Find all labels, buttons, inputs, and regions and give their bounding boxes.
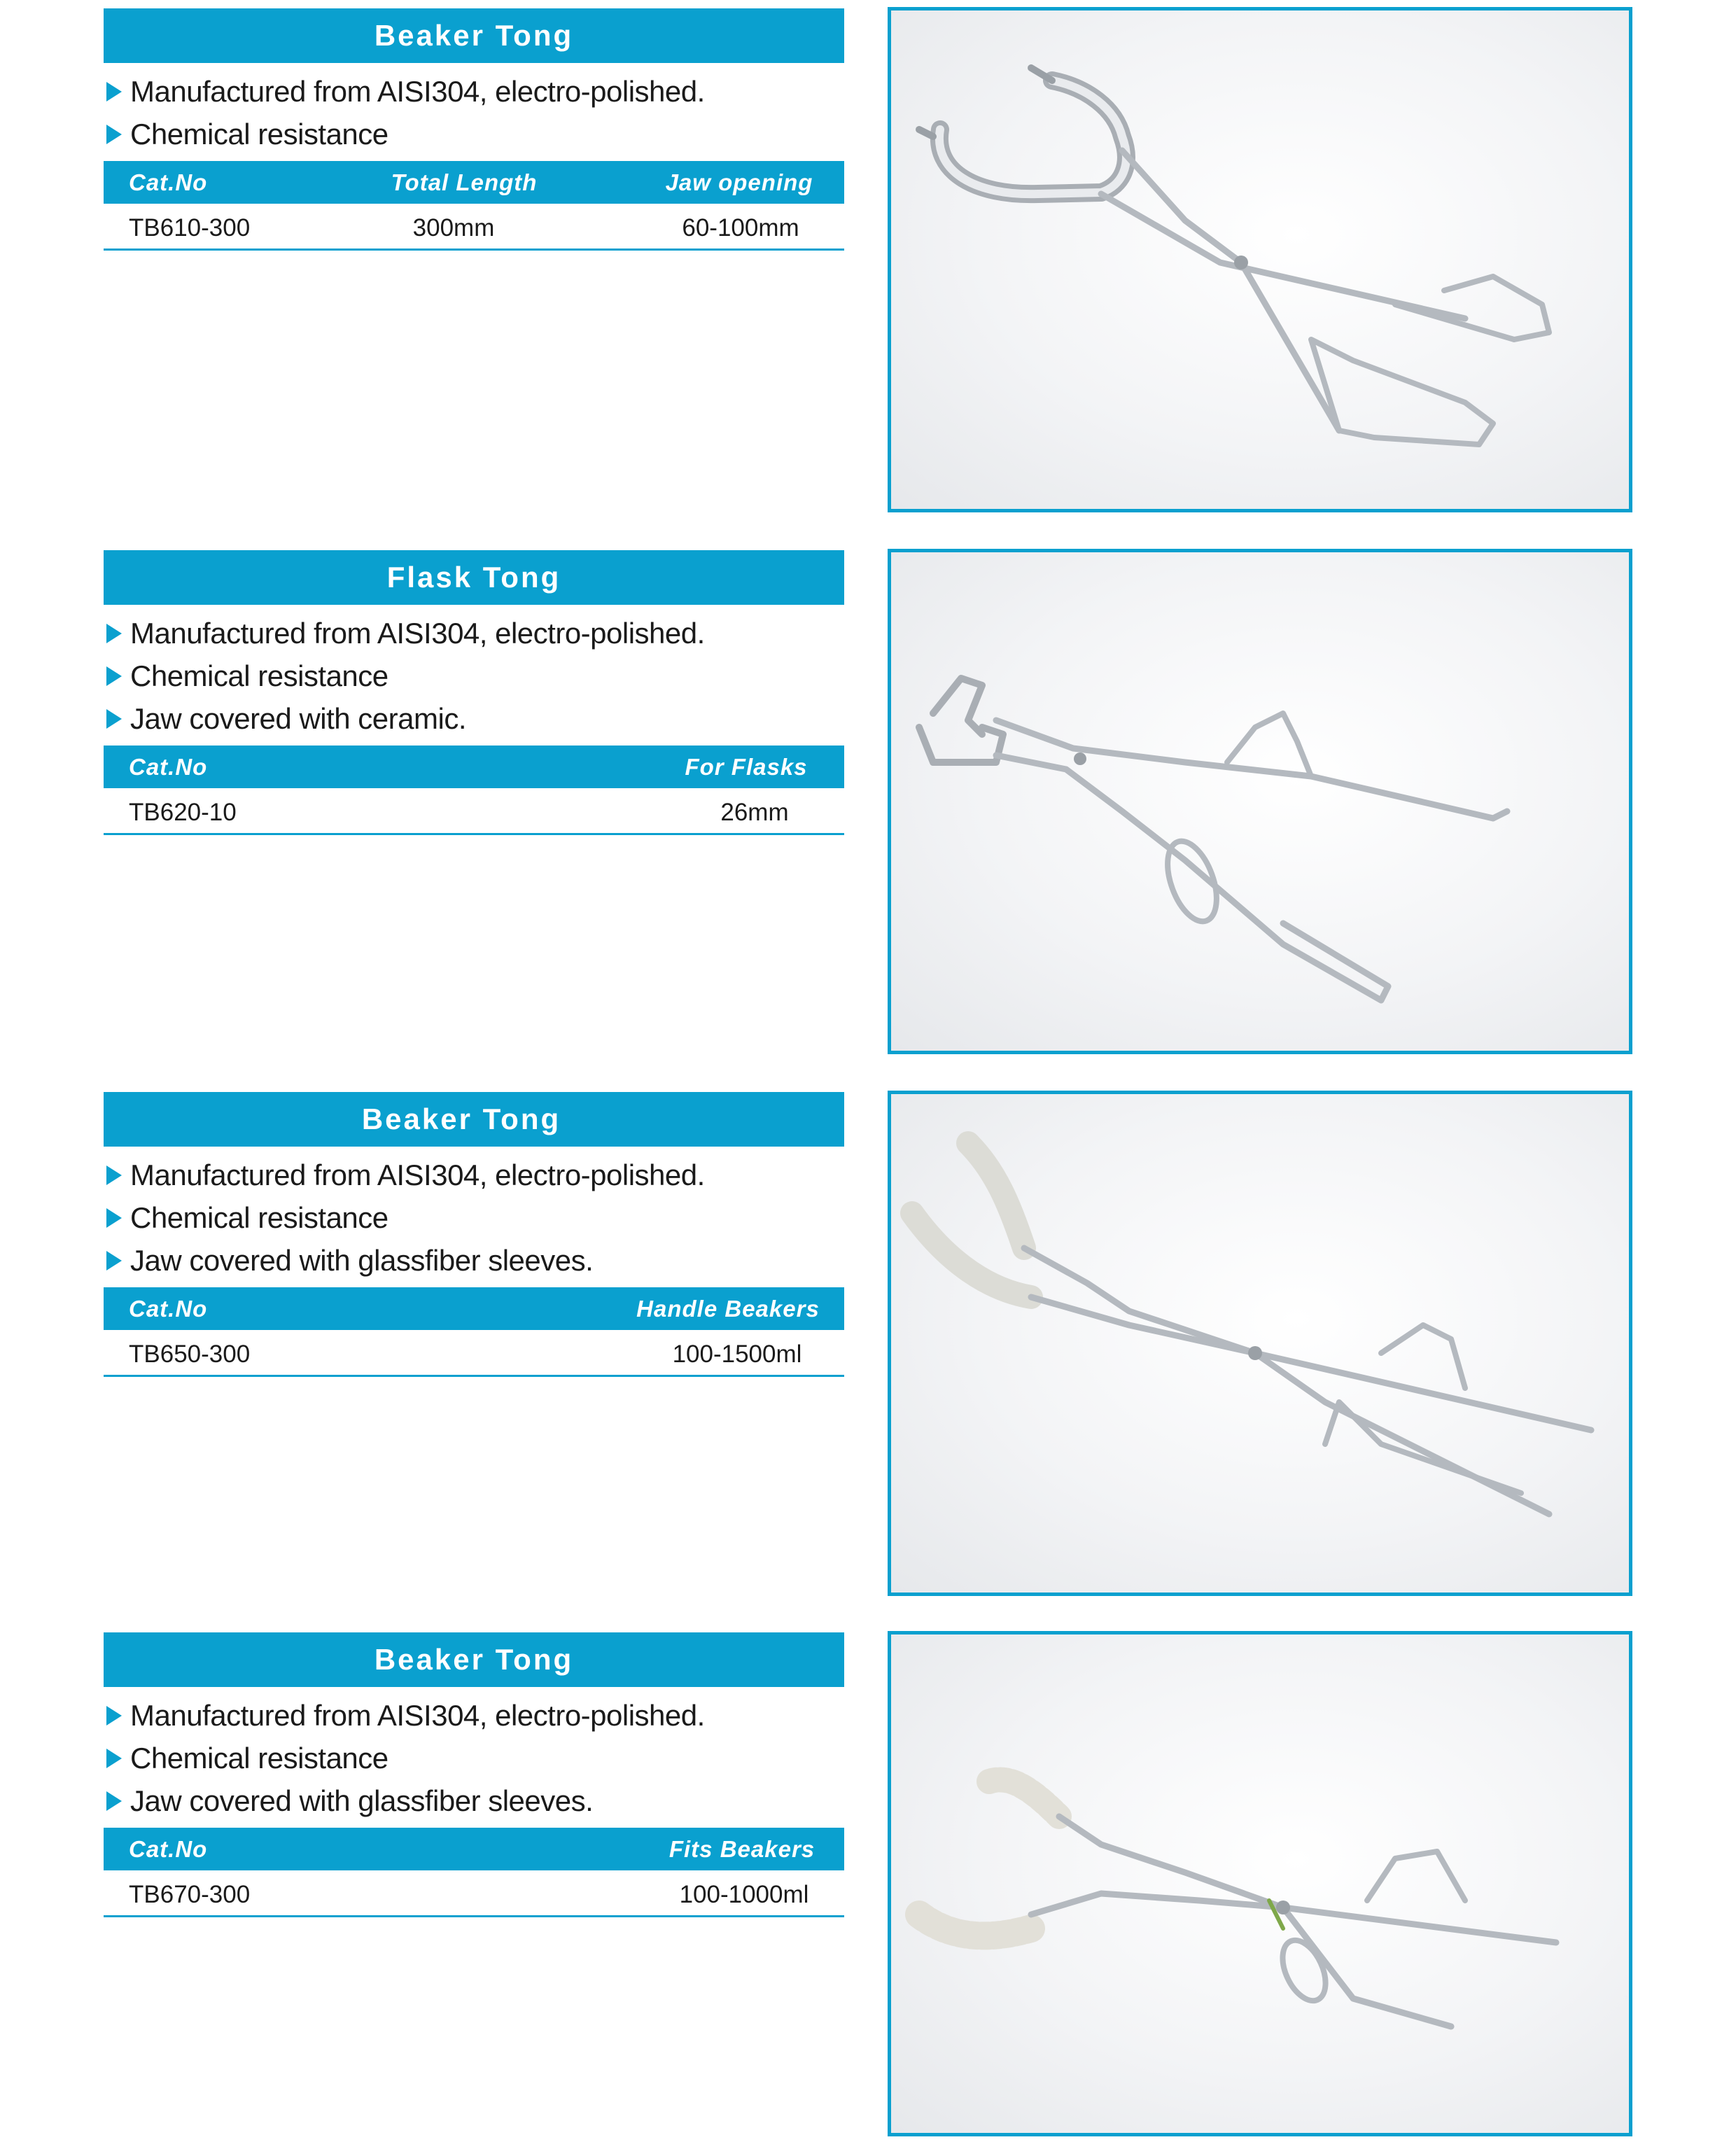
product-title: Beaker Tong bbox=[361, 1102, 561, 1135]
product-info-4 bbox=[104, 1632, 844, 1917]
feature-text: Manufactured from AISI304, electro-polished. bbox=[130, 616, 705, 650]
bullet-triangle-icon bbox=[106, 82, 122, 102]
product-title: Flask Tong bbox=[386, 561, 561, 594]
bullet-triangle-icon bbox=[106, 1166, 122, 1185]
feature-item bbox=[104, 70, 844, 113]
cell-cat-no: TB650-300 bbox=[129, 1340, 251, 1368]
beaker-tong-sleeved-illustration bbox=[891, 1094, 1629, 1592]
spec-table-header bbox=[104, 1287, 844, 1330]
spec-table-row bbox=[104, 1330, 844, 1377]
bullet-triangle-icon bbox=[106, 1208, 122, 1228]
product-photo-3 bbox=[888, 1091, 1632, 1596]
column-header-fits-beakers: Fits Beakers bbox=[668, 1836, 816, 1862]
bullet-triangle-icon bbox=[106, 666, 122, 686]
spec-table-row bbox=[104, 204, 844, 251]
product-photo-1 bbox=[888, 7, 1632, 512]
bullet-triangle-icon bbox=[106, 1791, 122, 1811]
cell-fits-beakers: 100-1000ml bbox=[679, 1881, 809, 1908]
product-section-3 bbox=[0, 1084, 1736, 1616]
column-header-handle-beakers: Handle Beakers bbox=[636, 1296, 820, 1322]
feature-item bbox=[104, 654, 844, 697]
spec-table-header bbox=[104, 161, 844, 204]
beaker-tong-woven-sleeve-illustration bbox=[891, 1634, 1629, 2133]
feature-item bbox=[104, 1737, 844, 1779]
feature-text: Chemical resistance bbox=[130, 1741, 388, 1774]
cell-jaw-opening: 60-100mm bbox=[682, 214, 799, 241]
product-section-4 bbox=[0, 1624, 1736, 2156]
feature-text: Manufactured from AISI304, electro-polished. bbox=[130, 1698, 705, 1732]
column-header-total-length: Total Length bbox=[391, 169, 538, 195]
spec-table-header bbox=[104, 1828, 844, 1870]
product-title: Beaker Tong bbox=[374, 19, 574, 52]
column-header-jaw-opening: Jaw opening bbox=[665, 169, 813, 195]
feature-list bbox=[104, 70, 844, 155]
feature-text: Jaw covered with glassfiber sleeves. bbox=[130, 1784, 594, 1817]
product-photo-2 bbox=[888, 549, 1632, 1054]
column-header-for-flasks: For Flasks bbox=[685, 754, 808, 780]
cell-cat-no: TB620-10 bbox=[129, 799, 237, 826]
cell-handle-beakers: 100-1500ml bbox=[672, 1340, 802, 1368]
bullet-triangle-icon bbox=[106, 624, 122, 643]
feature-text: Manufactured from AISI304, electro-polished. bbox=[130, 1158, 705, 1191]
product-info-2 bbox=[104, 550, 844, 835]
feature-item bbox=[104, 612, 844, 654]
product-info-1 bbox=[104, 8, 844, 251]
column-header-cat-no: Cat.No bbox=[129, 1296, 208, 1322]
feature-text: Jaw covered with ceramic. bbox=[130, 701, 466, 735]
flask-tong-illustration bbox=[891, 552, 1629, 1051]
product-section-1 bbox=[0, 0, 1736, 532]
feature-text: Chemical resistance bbox=[130, 117, 388, 150]
cell-total-length: 300mm bbox=[412, 214, 495, 241]
feature-text: Manufactured from AISI304, electro-polished. bbox=[130, 74, 705, 108]
product-title: Beaker Tong bbox=[374, 1643, 574, 1676]
column-header-cat-no: Cat.No bbox=[129, 169, 208, 195]
product-title-bar bbox=[104, 8, 844, 63]
beaker-tong-illustration bbox=[891, 10, 1629, 509]
bullet-triangle-icon bbox=[106, 709, 122, 729]
feature-list bbox=[104, 1694, 844, 1822]
cell-for-flasks: 26mm bbox=[720, 799, 789, 826]
feature-item bbox=[104, 1154, 844, 1196]
spec-table-row bbox=[104, 788, 844, 835]
product-photo-4 bbox=[888, 1631, 1632, 2136]
product-section-2 bbox=[0, 542, 1736, 1074]
feature-item bbox=[104, 113, 844, 155]
product-title-bar bbox=[104, 550, 844, 605]
spec-table-row bbox=[104, 1870, 844, 1917]
bullet-triangle-icon bbox=[106, 125, 122, 144]
bullet-triangle-icon bbox=[106, 1706, 122, 1726]
feature-text: Jaw covered with glassfiber sleeves. bbox=[130, 1243, 594, 1277]
feature-item bbox=[104, 697, 844, 740]
product-info-3 bbox=[104, 1092, 844, 1377]
cell-cat-no: TB670-300 bbox=[129, 1881, 251, 1908]
feature-item bbox=[104, 1779, 844, 1822]
product-title-bar bbox=[104, 1632, 844, 1687]
feature-item bbox=[104, 1239, 844, 1282]
column-header-cat-no: Cat.No bbox=[129, 754, 208, 780]
product-title-bar bbox=[104, 1092, 844, 1147]
feature-list bbox=[104, 612, 844, 740]
bullet-triangle-icon bbox=[106, 1749, 122, 1768]
feature-text: Chemical resistance bbox=[130, 1200, 388, 1234]
cell-cat-no: TB610-300 bbox=[129, 214, 251, 241]
feature-item bbox=[104, 1694, 844, 1737]
feature-item bbox=[104, 1196, 844, 1239]
bullet-triangle-icon bbox=[106, 1251, 122, 1270]
spec-table-header bbox=[104, 746, 844, 788]
feature-text: Chemical resistance bbox=[130, 659, 388, 692]
feature-list bbox=[104, 1154, 844, 1282]
column-header-cat-no: Cat.No bbox=[129, 1836, 208, 1862]
